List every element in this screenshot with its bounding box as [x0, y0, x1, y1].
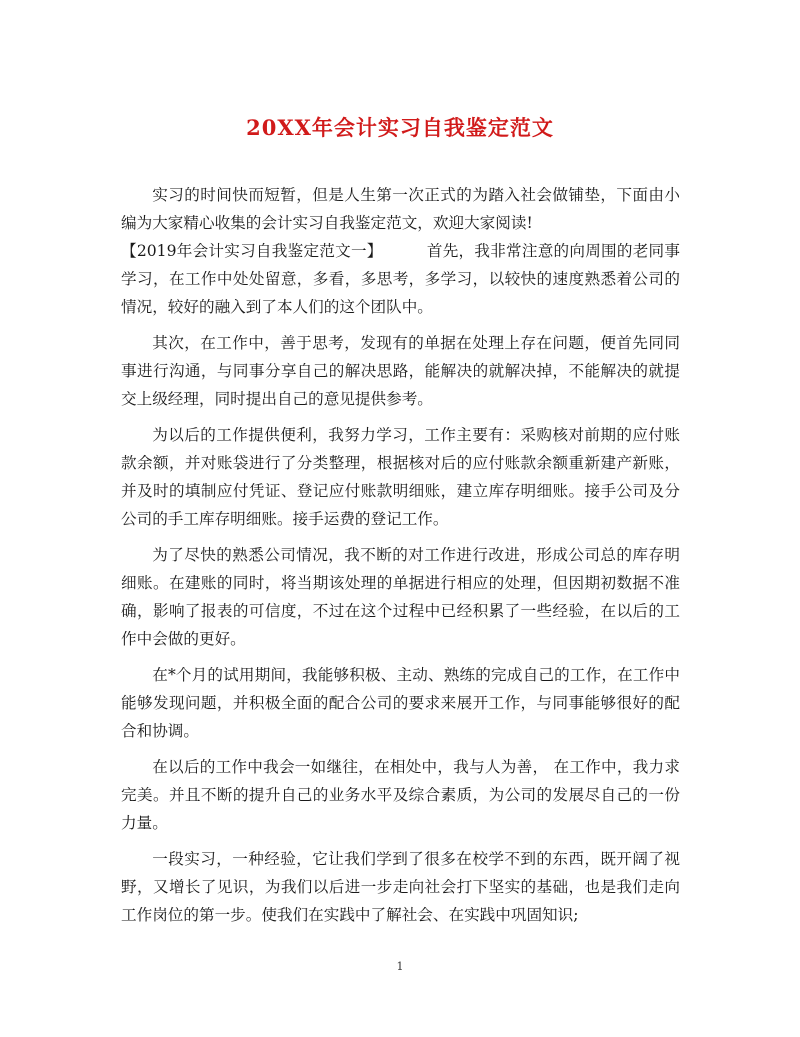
section-heading: 【2019年会计实习自我鉴定范文一】	[121, 242, 383, 260]
document-title: 20XX年会计实习自我鉴定范文	[246, 115, 554, 140]
page-number: 1	[396, 960, 404, 973]
section-paragraph	[121, 237, 680, 321]
body-paragraph: 在以后的工作中我会一如继往，在相处中，我与人为善， 在工作中，我力求完美。并且不断的提升自己的业务水平及综合素质，为公司的发展尽自己的一份力量。	[121, 758, 680, 832]
body-paragraph: 为以后的工作提供便利，我努力学习，工作主要有：采购核对前期的应付账款余额，并对账袋进行了分类整理，根据核对后的应付账款余额重新建产新账，并及时的填制应付凭证、登记应付账款明细账，建立库存明细账。接手公司及分公司的手工库存明细账。接手运费的登记工作。	[121, 426, 680, 528]
document-body	[121, 181, 680, 937]
body-paragraph: 为了尽快的熟悉公司情况，我不断的对工作进行改进，形成公司总的库存明细账。在建账的同时，将当期该处理的单据进行相应的处理，但因期初数据不准确，影响了报表的可信度，不过在这个过程中已经积累了一些经验，在以后的工作中会做的更好。	[121, 546, 680, 648]
intro-paragraph: 实习的时间快而短暂，但是人生第一次正式的为踏入社会做铺垫，下面由小编为大家精心收集的会计实习自我鉴定范文，欢迎大家阅读!	[121, 186, 680, 232]
body-paragraph: 其次，在工作中，善于思考，发现有的单据在处理上存在问题，便首先同同事进行沟通，与同事分享自己的解决思路，能解决的就解决掉，不能解决的就提交上级经理，同时提出自己的意见提供参考。	[121, 334, 680, 408]
body-paragraph: 一段实习，一种经验，它让我们学到了很多在校学不到的东西，既开阔了视野，又增长了见识，为我们以后进一步走向社会打下坚实的基础，也是我们走向工作岗位的第一步。使我们在实践中了解社会、在实践中巩固知识;	[121, 850, 680, 924]
section-first-paragraph: 首先，我非常注意的向周围的老同事学习，在工作中处处留意，多看，多思考，多学习，以较快的速度熟悉着公司的情况，较好的融入到了本人们的这个团队中。	[121, 242, 680, 316]
body-paragraph: 在*个月的试用期间，我能够积极、主动、熟练的完成自己的工作，在工作中能够发现问题，并积极全面的配合公司的要求来展开工作，与同事能够很好的配合和协调。	[121, 666, 680, 740]
